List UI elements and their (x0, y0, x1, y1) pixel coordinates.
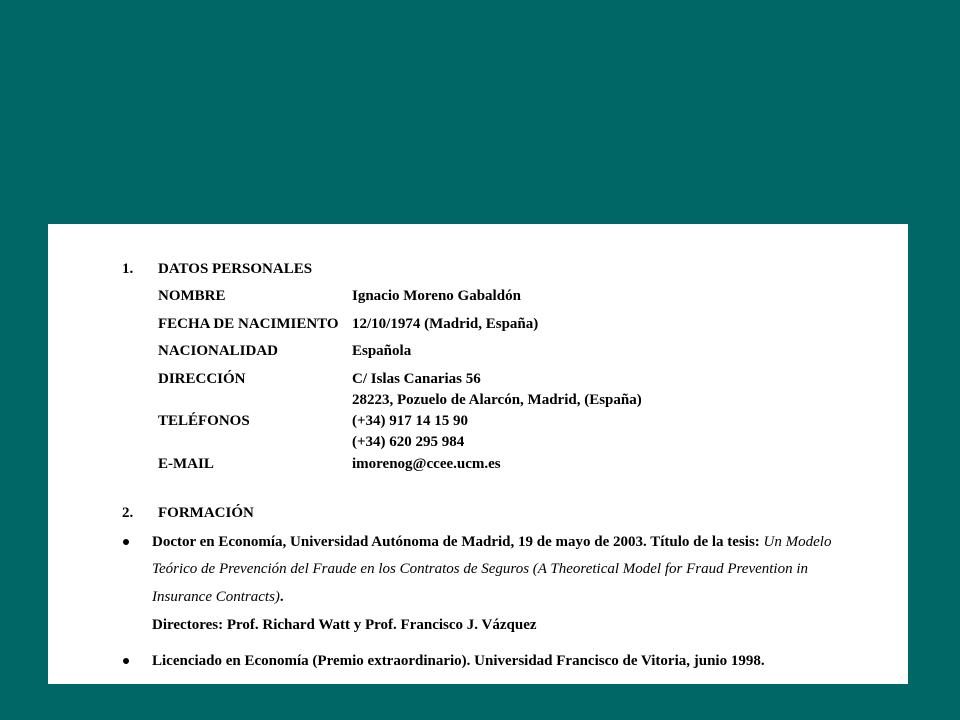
thesis-period: . (279, 589, 284, 605)
section-title: FORMACIÓN (158, 505, 254, 521)
degree-licenciado: Licenciado en Economía (Premio extraordinario). Universidad Francisco de Vitoria, junio 1998. (152, 653, 765, 669)
field-label-email: E-MAIL (158, 456, 214, 472)
field-value-email: imorenog@ccee.ucm.es (352, 456, 501, 472)
field-value-nacionalidad: Española (352, 343, 412, 359)
bullet-icon (123, 658, 129, 664)
thesis-title-start: Un Modelo (763, 534, 832, 550)
field-value-fecha: 12/10/1974 (Madrid, España) (352, 316, 539, 332)
section-number: 2. (122, 505, 134, 521)
degree-doctor-text: Doctor en Economía, Universidad Autónoma de Madrid, 19 de mayo de 2003. Título de la tesis: (152, 534, 764, 550)
field-value-direccion-2: 28223, Pozuelo de Alarcón, Madrid, (España) (352, 392, 642, 408)
field-label-nacionalidad: NACIONALIDAD (158, 343, 279, 359)
field-value-telefono-1: (+34) 917 14 15 90 (352, 413, 469, 429)
field-label-direccion: DIRECCIÓN (158, 371, 246, 387)
bullet-icon (123, 539, 129, 545)
section-title: DATOS PERSONALES (158, 261, 313, 277)
field-value-telefono-2: (+34) 620 295 984 (352, 434, 465, 450)
thesis-title-end: Insurance Contracts) (152, 589, 280, 605)
section-number: 1. (122, 261, 134, 277)
degree-doctor-line-1 (152, 533, 831, 551)
thesis-title-line-3 (152, 588, 284, 606)
field-value-nombre: Ignacio Moreno Gabaldón (352, 288, 521, 304)
cv-document (48, 224, 908, 684)
thesis-directors: Directores: Prof. Richard Watt y Prof. Francisco J. Vázquez (152, 617, 537, 633)
field-label-nombre: NOMBRE (158, 288, 226, 304)
field-label-fecha: FECHA DE NACIMIENTO (158, 316, 339, 332)
field-label-telefonos: TELÉFONOS (158, 413, 250, 429)
field-value-direccion: C/ Islas Canarias 56 (352, 371, 481, 387)
thesis-title-line-2: Teórico de Prevención del Fraude en los Contratos de Seguros (A Theoretical Model for Fraud Prevention in (152, 561, 809, 577)
